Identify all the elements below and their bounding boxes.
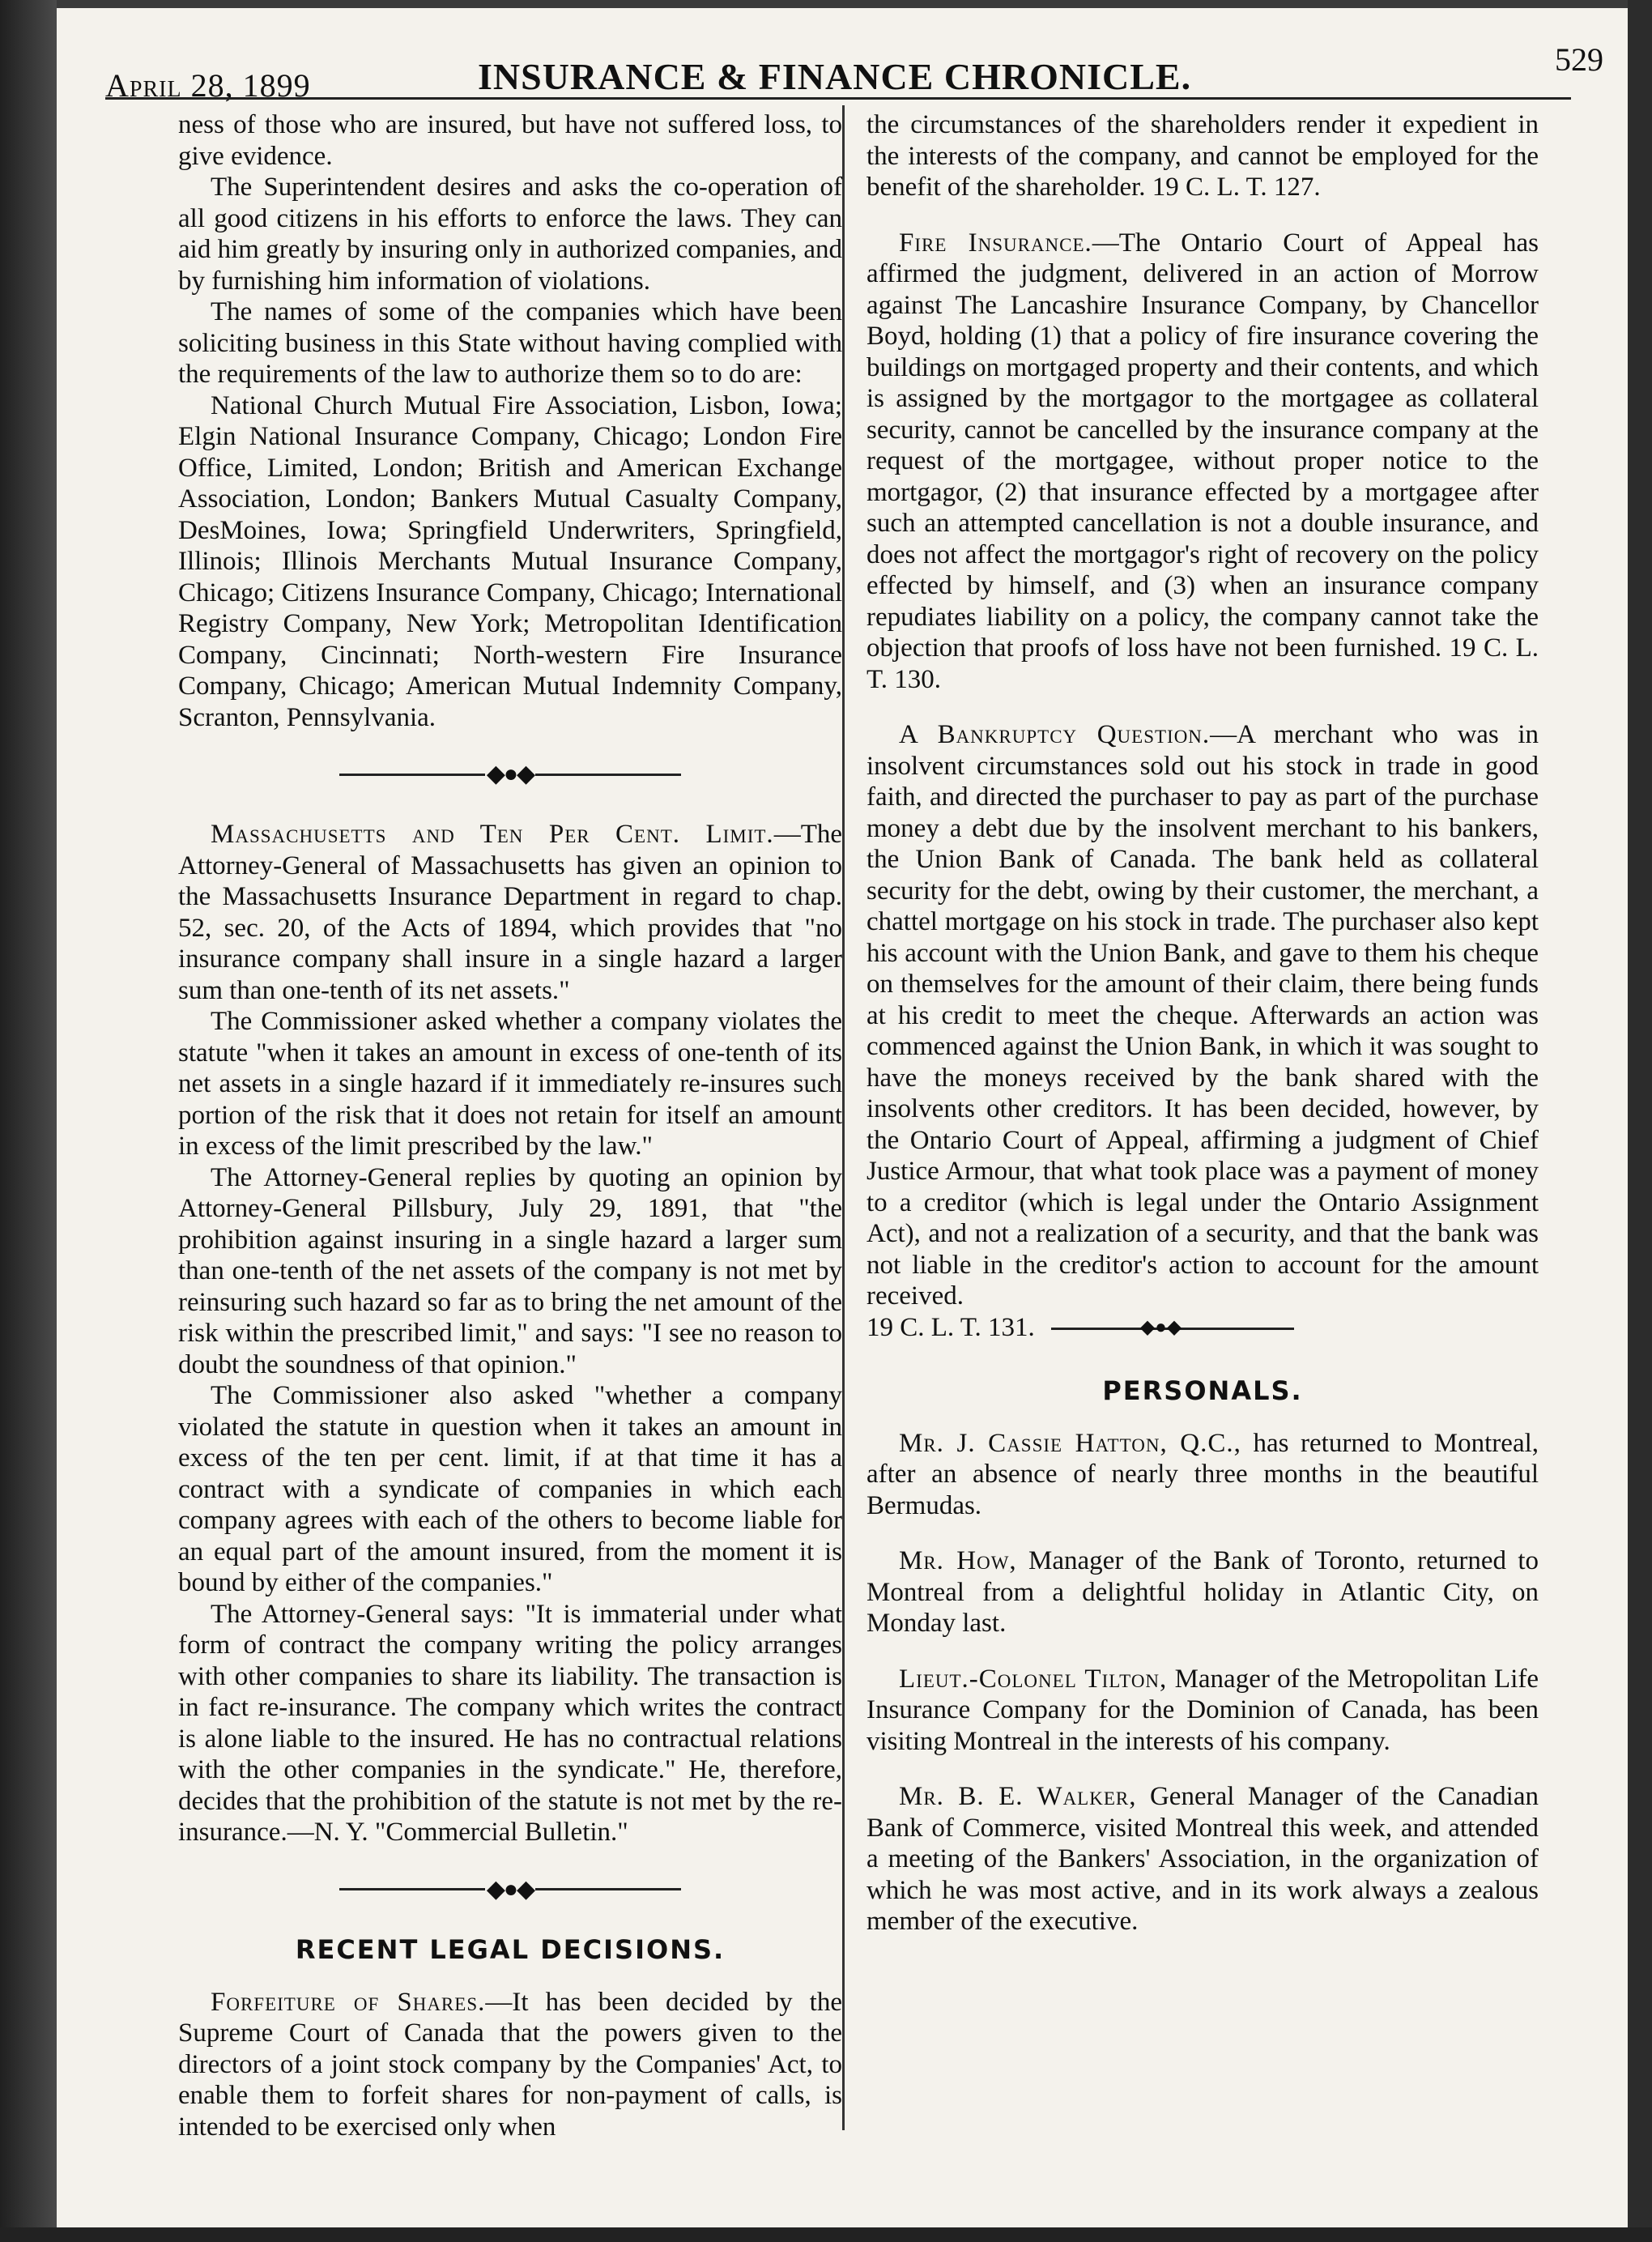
paragraph: The Commissioner asked whether a company violates the statute "when it takes an amount in excess of one-tenth of its net assets in a single hazard if it immediately re-insures such portion of the risk that it does not retain for itself an amount in excess of the limit prescribed by the law.": [178, 1007, 842, 1161]
page-header: [57, 40, 1628, 105]
section-heading-legal-decisions: RECENT LEGAL DECISIONS.: [295, 1934, 726, 1966]
scan-border-right: [1628, 0, 1652, 2242]
header-page-number: 529: [1555, 41, 1603, 78]
article-text: —A merchant who was in insolvent circumstances sold out his stock in trade in good faith, and directed the purchaser to pay as part of the purchase money a debt due by the insolvent merchant to his bankers, the Union Bank of Canada. The bank held as collateral security for the debt, owing by their customer, the merchant, a chattel mortgage on his stock in trade. The purchaser also kept his account with the Union Bank, and gave to them his cheque on themselves for the amount of their claim, there being funds at his credit to meet the cheque. Afterwards an action was commenced against the Union Bank, in which it was sought to have the moneys received by the bank shared with the insolvents other creditors. It has been decided, however, by the Ontario Court of Appeal, affirming a judgment of Chief Justice Armour, that what took place was a payment of money to a creditor (which is legal under the Ontario Assignment Act), and not a realization of a security, and that the bank was not liable in the creditor's action to account for the amount received.: [866, 720, 1539, 1311]
article-paragraph: [866, 228, 1539, 696]
article-heading-forfeiture: Forfeiture of Shares.: [211, 1987, 486, 2017]
section-heading-personals: PERSONALS.: [1102, 1375, 1303, 1406]
article-paragraph: [866, 719, 1539, 1312]
paragraph: The Commissioner also asked "whether a company violated the statute in question when it takes an amount in excess of the ten per cent. limit, if at that time it has a contract with a syndicate of companies in which each company agrees with each of the others to become liable for an equal part of the amount insured, from the moment it is bound by either of the companies.": [178, 1381, 842, 1598]
section-divider-ornament: ◆●◆: [178, 1873, 842, 1905]
company-list-paragraph: National Church Mutual Fire Association, Lisbon, Iowa; Elgin National Insurance Company, Chicago; London Fire Office, Limited, London; British and American Exchange Association, London; Bankers Mutual Casualty Company, DesMoines, Iowa; Springfield Underwriters, Springfield, Illinois; Illinois Merchants Mutual Insurance Company, Chicago; Citizens Insurance Company, Chicago; International Registry Company, New York; Metropolitan Identification Company, Cincinnati; North-western Fire Insurance Company, Chicago; American Mutual Indemnity Company, Scranton, Pennsylvania.: [178, 390, 842, 732]
article-paragraph: [178, 819, 842, 1006]
left-column: [178, 109, 842, 2142]
personal-item: [866, 1428, 1539, 1522]
personal-item: [866, 1781, 1539, 1937]
header-date: April 28, 1899: [105, 67, 311, 104]
paragraph: The Attorney-General says: "It is immaterial under what form of contract the company writing the policy arranges with other companies to share its liability. The transaction is in fact re-insurance. The company which writes the contract is alone liable to the insured. He has no contractual relations with the other companies in the syndicate." He, therefore, decides that the prohibition of the statute is not met by the re-insurance.—N. Y. "Commercial Bulletin.": [178, 1599, 842, 1848]
citation-line: [866, 1312, 1539, 1344]
article-heading-massachusetts: Massachusetts and Ten Per Cent. Limit.: [211, 820, 774, 850]
paragraph: ness of those who are insured, but have not suffered loss, to give evidence.: [178, 110, 842, 171]
section-divider-ornament: [1051, 1328, 1294, 1330]
personal-text: General Manager of the Canadian Bank of Commerce, visited Montreal this week, and attended a meeting of the Bankers' Association, in the organization of which he was most active, and in its work always a zealous member of the executive.: [866, 1782, 1539, 1936]
article-heading-bankruptcy: A Bankruptcy Question.: [899, 720, 1211, 749]
personal-item: [866, 1545, 1539, 1639]
personal-text: Manager of the Metropolitan Life Insurance Company for the Dominion of Canada, has been visiting Montreal in the interests of his company.: [866, 1664, 1539, 1756]
scan-border-left: [0, 0, 57, 2242]
personal-item: [866, 1664, 1539, 1758]
personal-name: Mr. J. Cassie Hatton, Q.C.,: [899, 1428, 1241, 1458]
paragraph: The Attorney-General replies by quoting an opinion by Attorney-General Pillsbury, July 29, 1891, that "the prohibition against insuring in a single hazard a larger sum than one-tenth of the net assets of the company is not met by reinsuring such hazard so far as to bring the net amount of the risk within the prescribed limit," and says: "I see no reason to doubt the soundness of that opinion.": [178, 1162, 842, 1379]
personal-text: Manager of the Bank of Toronto, returned to Montreal from a delightful holiday in Atlantic City, on Monday last.: [866, 1546, 1539, 1638]
newspaper-page: [57, 8, 1628, 2227]
personal-name: Lieut.-Colonel Tilton,: [899, 1664, 1168, 1694]
personal-name: Mr. B. E. Walker,: [899, 1782, 1137, 1811]
paragraph: The names of some of the companies which have been soliciting business in this State without having complied with the requirements of the law to authorize them so to do are:: [178, 297, 842, 389]
personal-text: has returned to Montreal, after an absence of nearly three months in the beautiful Bermudas.: [866, 1428, 1539, 1520]
article-text: —The Attorney-General of Massachusetts has given an opinion to the Massachusetts Insurance Department in regard to chap. 52, sec. 20, of the Acts of 1894, which provides that "no insurance company shall insure in a single hazard a larger sum than one-tenth of its net assets.": [178, 820, 842, 1005]
right-column: [866, 109, 1539, 1937]
citation: 19 C. L. T. 131.: [866, 1312, 1035, 1342]
column-divider: [842, 105, 845, 2130]
article-text: —The Ontario Court of Appeal has affirmed the judgment, delivered in an action of Morrow against The Lancashire Insurance Company, by Chancellor Boyd, holding (1) that a policy of fire insurance covering the buildings on mortgaged property and their contents, and which is assigned by the mortgagor to the mortgagee as collateral security, cannot be cancelled by the insurance company at the request of the mortgagee, without proper notice to the mortgagor, (2) that insurance effected by a mortgagee after such an attempted cancellation is not a double insurance, and does not affect the mortgagor's right of recovery on the policy effected by himself, and (3) when an insurance company repudiates liability on a policy, the company cannot take the objection that proofs of loss have not been furnished. 19 C. L. T. 130.: [866, 228, 1539, 694]
paragraph: the circumstances of the shareholders render it expedient in the interests of the company, and cannot be employed for the benefit of the shareholder. 19 C. L. T. 127.: [866, 110, 1539, 202]
section-divider-ornament: ◆●◆: [178, 757, 842, 790]
header-rule: [105, 97, 1571, 100]
paragraph: The Superintendent desires and asks the co-operation of all good citizens in his efforts to enforce the laws. They can aid him greatly by insuring only in authorized companies, and by furnishing him information of violations.: [178, 173, 842, 296]
article-heading-fire-insurance: Fire Insurance.: [899, 228, 1092, 258]
header-title: INSURANCE & FINANCE CHRONICLE.: [478, 56, 1192, 97]
scan-border-bottom: [0, 2227, 1652, 2242]
article-paragraph: [178, 1987, 842, 2143]
personal-name: Mr. How,: [899, 1546, 1017, 1575]
article-text: —It has been decided by the Supreme Court of Canada that the powers given to the directors of a joint stock company by the Companies' Act, to enable them to forfeit shares for non-payment of calls, is intended to be exercised only when: [178, 1987, 842, 2142]
